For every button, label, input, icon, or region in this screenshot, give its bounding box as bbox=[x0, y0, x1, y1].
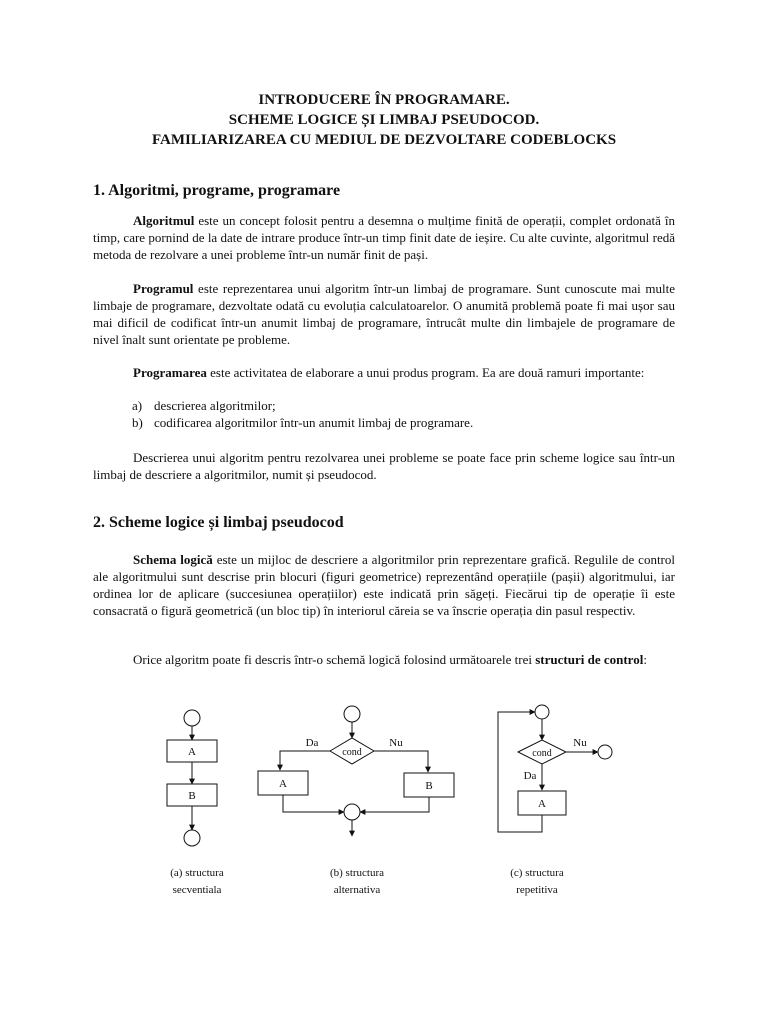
section-2-heading: 2. Scheme logice și limbaj pseudocod bbox=[93, 514, 344, 531]
rep-no-label: Nu bbox=[573, 737, 587, 749]
title-line-3: FAMILIARIZAREA CU MEDIUL DE DEZVOLTARE CODEBLOCKS bbox=[151, 132, 617, 148]
section-1-paragraph-4 bbox=[93, 449, 675, 483]
paragraph-text: este un concept folosit pentru a desemna o mulțime finită de operații, complet ordonată în timp, care pornind de la date de intrare produce într-un timp finit date de ieșire. Cu alte cuvinte, algoritmul redă metoda de rezolvare a unei probleme într-un număr finit de pași. bbox=[93, 213, 675, 262]
alt-no-label: Nu bbox=[389, 737, 403, 749]
paragraph-text: este reprezentarea unui algoritm într-un limbaj de programare. Sunt cunoscute mai multe limbaje de programare, dezvoltate odată cu evoluția calculatoarelor. O anumită problemă poate fi mai ușor sau mai dificil de codificat într-un anumit limbaj de programare, întrucât multe din limbajele de programare de nivel înalt sunt orientate pe probleme. bbox=[93, 281, 675, 347]
paragraph-text: este un mijloc de descriere a algoritmilor prin reprezentare grafică. Regulile de control ale algoritmului sunt descrise prin blocuri (figuri geometrice) reprezentând operațiile (pașii) algoritmului, iar ordinea lor de aplicare (succesiunea operațiilor) este indicată prin săgeți. Fiecărui tip de operație îi este consacrată o figură geometrică (un bloc tip) în interiorul căreia se va înscrie operația din pasul respectiv. bbox=[93, 552, 676, 618]
section-1-paragraph-1 bbox=[93, 212, 675, 263]
list-marker: a) bbox=[132, 398, 143, 413]
paragraph-text: este activitatea de elaborare a unui produs program. Ea are două ramuri importante: bbox=[206, 365, 645, 380]
section-2-paragraph-2 bbox=[93, 651, 675, 668]
term-programul: Programul bbox=[133, 281, 194, 296]
list-marker: b) bbox=[132, 415, 143, 430]
seq-block-a-label: A bbox=[188, 746, 196, 758]
term-structuri-de-control: structuri de control bbox=[535, 652, 644, 667]
term-algoritmul: Algoritmul bbox=[133, 213, 195, 228]
alt-caption-line-1: (b) structura bbox=[329, 867, 385, 879]
alt-yes-label: Da bbox=[305, 737, 319, 749]
sequential-structure-diagram bbox=[167, 710, 217, 846]
term-schema-logica: Schema logică bbox=[133, 552, 213, 567]
list-item bbox=[132, 414, 473, 431]
title-line-1: INTRODUCERE ÎN PROGRAMARE. bbox=[258, 92, 510, 108]
alt-caption-line-2: alternativa bbox=[333, 884, 381, 896]
paragraph-text: Orice algoritm poate fi descris într-o schemă logică folosind următoarele trei bbox=[133, 652, 536, 667]
section-1-list bbox=[132, 397, 473, 431]
rep-yes-label: Da bbox=[523, 770, 537, 782]
alt-block-b-label: B bbox=[425, 780, 433, 792]
alt-block-a-label: A bbox=[279, 778, 287, 790]
list-item-text: descrierea algoritmilor; bbox=[154, 398, 276, 413]
section-1-paragraph-2 bbox=[93, 280, 675, 348]
loop-connector bbox=[535, 705, 549, 719]
alt-cond-label: cond bbox=[342, 747, 362, 758]
title-line-2: SCHEME LOGICE ȘI LIMBAJ PSEUDOCOD. bbox=[228, 112, 540, 128]
section-1-heading: 1. Algoritmi, programe, programare bbox=[93, 182, 341, 199]
paragraph-end: : bbox=[643, 652, 647, 667]
rep-caption-line-2: repetitiva bbox=[516, 884, 558, 896]
list-item-text: codificarea algoritmilor într-un anumit limbaj de programare. bbox=[154, 415, 474, 430]
seq-block-b-label: B bbox=[188, 790, 196, 802]
repetitive-structure-diagram bbox=[498, 705, 612, 832]
list-item bbox=[132, 397, 473, 414]
term-programarea: Programarea bbox=[133, 365, 207, 380]
start-connector bbox=[184, 710, 200, 726]
join-connector bbox=[344, 804, 360, 820]
section-1-paragraph-3 bbox=[93, 364, 675, 381]
end-connector bbox=[184, 830, 200, 846]
paragraph-text: Descrierea unui algoritm pentru rezolvarea unei probleme se poate face prin scheme logice sau într-un limbaj de descriere a algoritmilor, numit și pseudocod. bbox=[93, 450, 675, 482]
document-title bbox=[0, 90, 768, 150]
rep-caption-line-1: (c) structura bbox=[510, 867, 564, 879]
seq-caption-line-2: secventiala bbox=[172, 884, 222, 896]
exit-connector bbox=[598, 745, 612, 759]
seq-caption-line-1: (a) structura bbox=[170, 867, 224, 879]
section-2-paragraph-1 bbox=[93, 551, 675, 619]
alternative-structure-diagram bbox=[258, 706, 454, 836]
rep-cond-label: cond bbox=[532, 748, 552, 759]
start-connector bbox=[344, 706, 360, 722]
rep-block-a-label: A bbox=[538, 798, 546, 810]
control-structures-figure bbox=[0, 690, 768, 910]
